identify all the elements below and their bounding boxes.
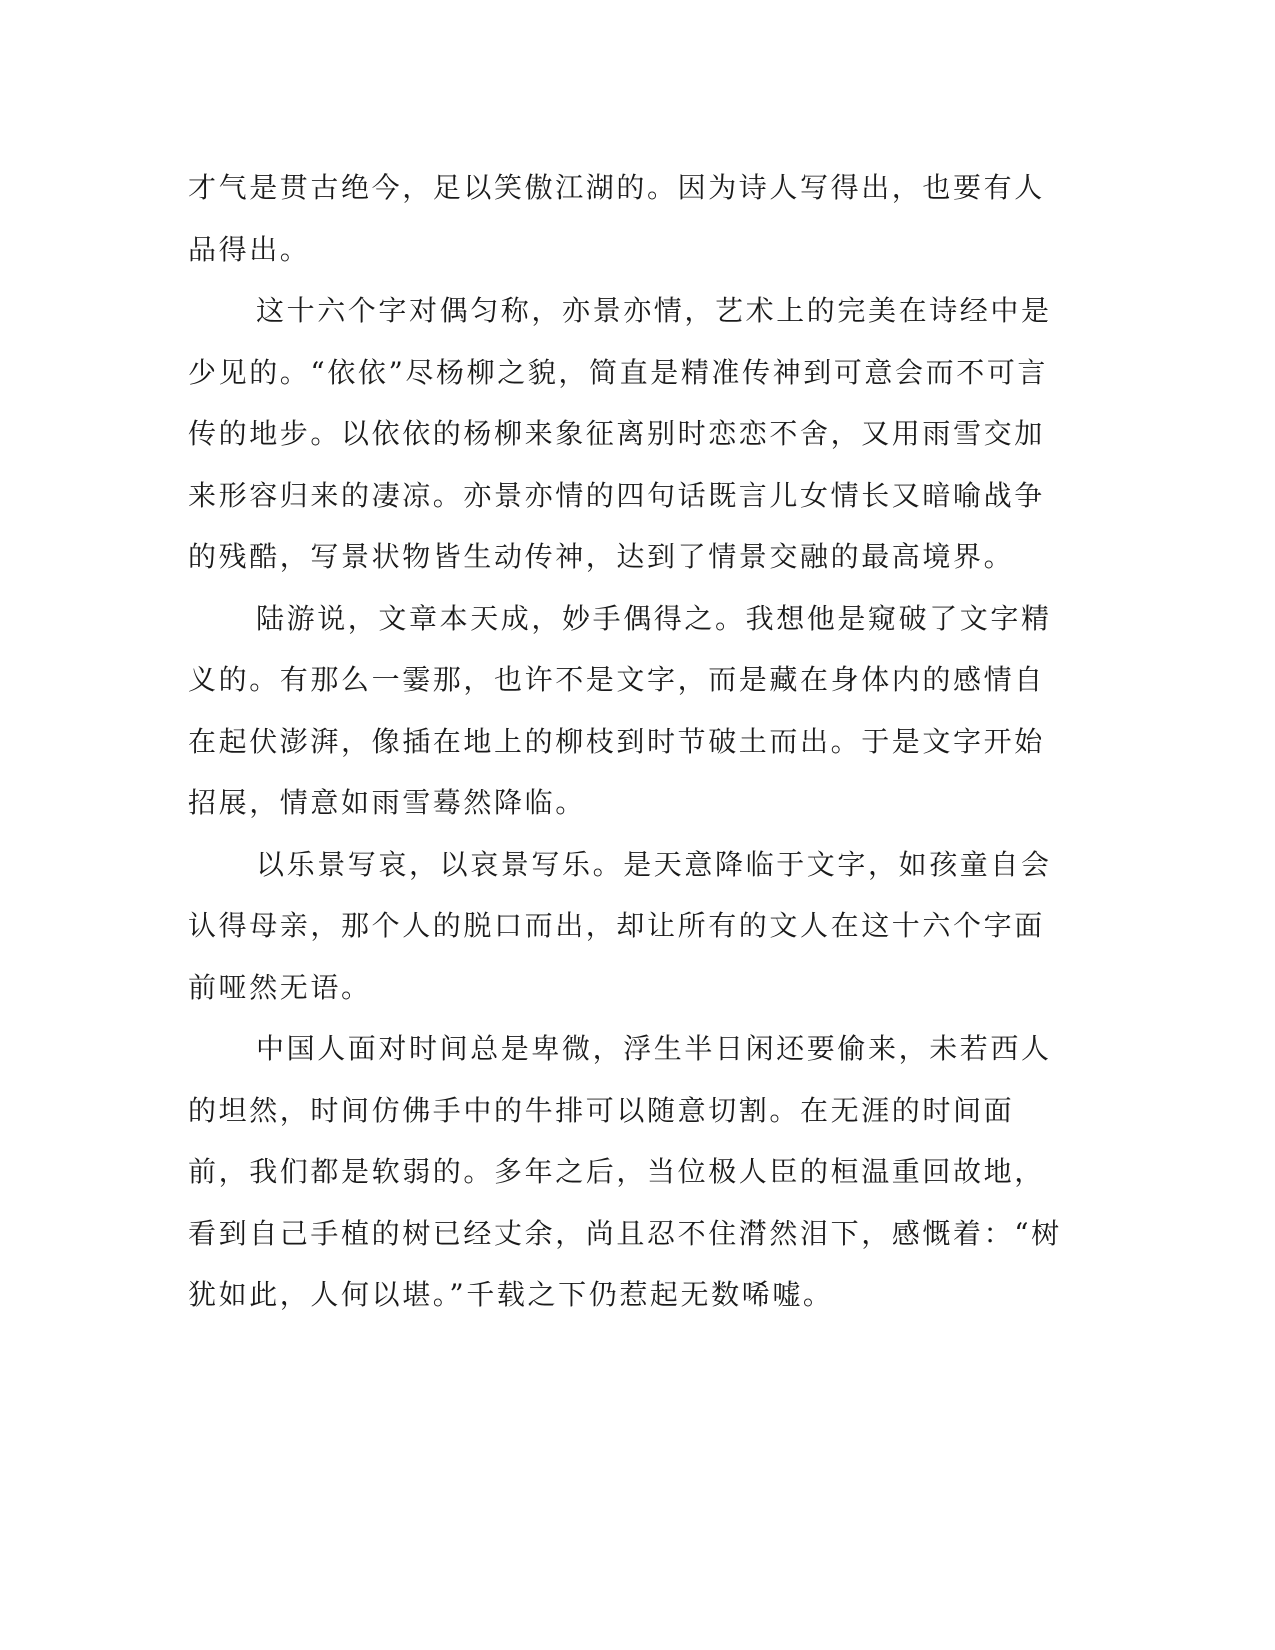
paragraph-1: 才气是贯古绝今，足以笑傲江湖的。因为诗人写得出，也要有人品得出。 (188, 171, 1045, 266)
paragraph-2: 这十六个字对偶匀称，亦景亦情，艺术上的完美在诗经中是少见的。“依依”尽杨柳之貌，简直是精准传神到可意会而不可言传的地步。以依依的杨柳来象征离别时恋恋不舍，又用雨雪交加来形容归来的凄凉。亦景亦情的四句话既言儿女情长又暗喻战争的残酷，写景状物皆生动传神，达到了情景交融的最高境界。 (188, 294, 1052, 573)
paragraph-5: 中国人面对时间总是卑微，浮生半日闲还要偷来，未若西人的坦然，时间仿佛手中的牛排可以随意切割。在无涯的时间面前，我们都是软弱的。多年之后，当位极人臣的桓温重回故地，看到自己手植的树已经丈余，尚且忍不住潸然泪下，感慨着：“树犹如此，人何以堪。”千载之下仍惹起无数唏嘘。 (188, 1032, 1062, 1311)
paragraph-3: 陆游说，文章本天成，妙手偶得之。我想他是窥破了文字精义的。有那么一霎那，也许不是文字，而是藏在身体内的感情自在起伏澎湃，像插在地上的柳枝到时节破土而出。于是文字开始招展，情意如雨雪蓦然降临。 (188, 601, 1052, 819)
paragraph-4: 以乐景写哀，以哀景写乐。是天意降临于文字，如孩童自会认得母亲，那个人的脱口而出，却让所有的文人在这十六个字面前哑然无语。 (188, 847, 1052, 1004)
document-body (188, 157, 1068, 1326)
